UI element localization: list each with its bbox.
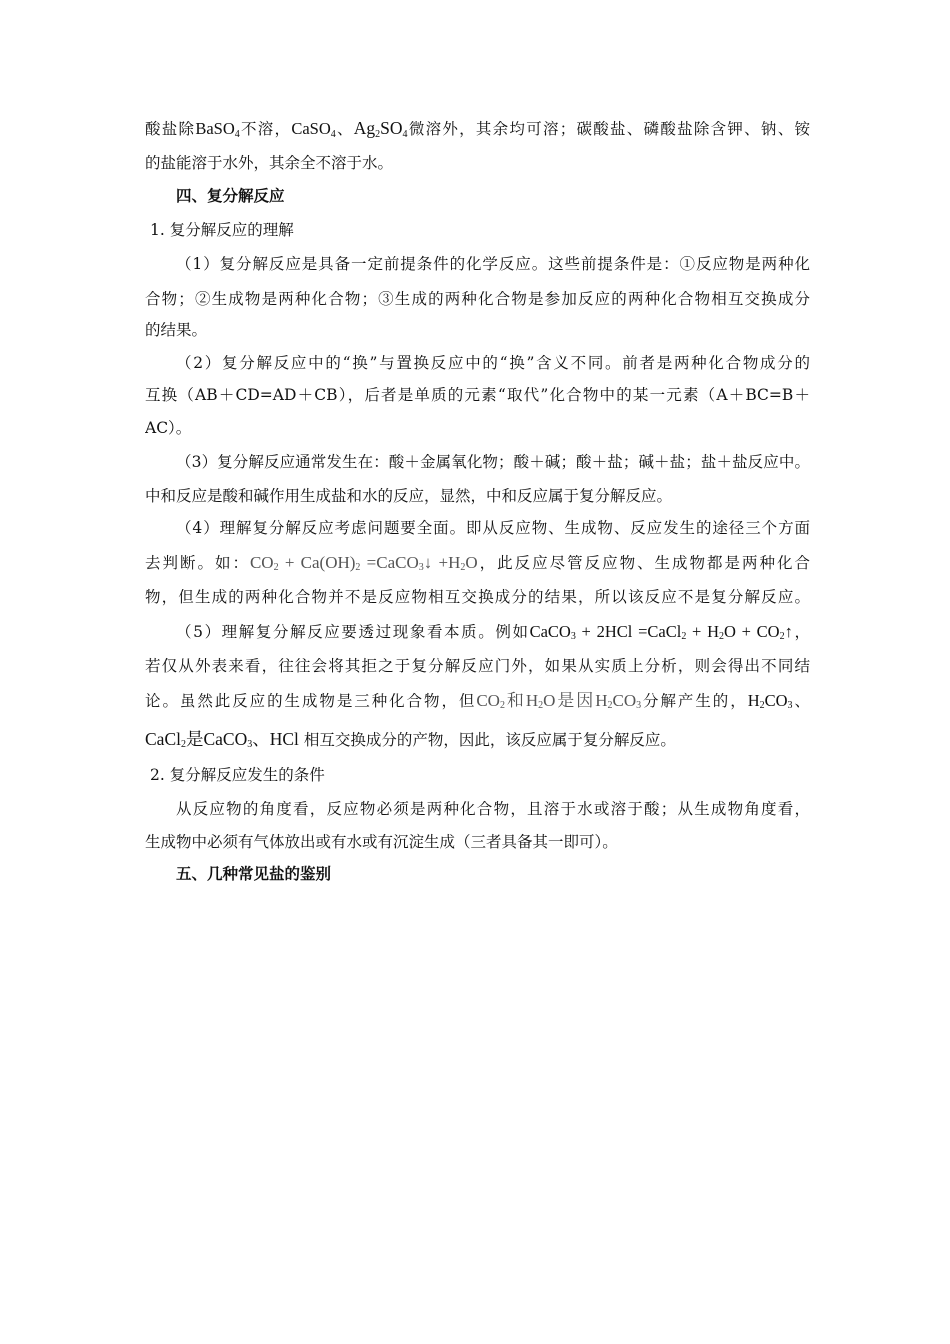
paragraph-line: AC）。 [145,419,192,437]
paragraph-line: 中和反应是酸和碱作用生成盐和水的反应，显然，中和反应属于复分解反应。 [145,487,673,505]
paragraph-line: （4）理解复分解反应考虑问题要全面。即从反应物、生成物、反应发生的途径三个方面 [176,519,810,537]
paragraph-line: 从反应物的角度看，反应物必须是两种化合物，且溶于水或溶于酸；从生成物角度看， [176,800,810,818]
paragraph-line: 合物；②生成物是两种化合物；③生成的两种化合物是参加反应的两种化合物相互交换成分 [145,290,810,308]
paragraph-line: CaCl2是CaCO3、HCl 相互交换成分的产物，因此，该反应属于复分解反应。 [145,729,676,750]
paragraph-line: 论。虽然此反应的生成物是三种化合物，但CO2和H2O是因H2CO3分解产生的，H2CO3、 [145,691,810,711]
paragraph-line: 物，但生成的两种化合物并不是反应物相互交换成分的结果，所以该反应不是复分解反应。 [145,588,810,606]
paragraph-line: （3）复分解反应通常发生在：酸＋金属氧化物；酸＋碱；酸＋盐；碱＋盐；盐＋盐反应中。 [176,453,810,471]
paragraph-line: （2）复分解反应中的“换”与置换反应中的“换”含义不同。前者是两种化合物成分的 [176,354,810,372]
paragraph-line: 去判断。如：CO2 + Ca(OH)2 =CaCO3↓ +H2O，此反应尽管反应物、生成物都是两种化合 [145,553,810,573]
subsection-heading: 2. 复分解反应发生的条件 [150,766,325,784]
subsection-heading: 1. 复分解反应的理解 [150,221,294,239]
paragraph-line: 互换（AB＋CD=AD＋CB），后者是单质的元素“取代”化合物中的某一元素（A＋BC=B＋ [145,386,810,404]
paragraph-line: 生成物中必须有气体放出或有水或有沉淀生成（三者具备其一即可）。 [145,833,618,851]
paragraph-line: 的盐能溶于水外，其余全不溶于水。 [145,154,394,172]
paragraph-line: 的结果。 [145,321,208,339]
paragraph-line: 酸盐除BaSO$_4$不溶，CaSO$_4$、$Ag_2SO_4$微溶外，其余均可溶；碳酸盐、磷酸盐除含钾、钠、铵 [145,118,810,140]
section-heading: 四、复分解反应 [176,186,285,205]
chemical-equation: CO2 + Ca(OH)2 =CaCO3↓ +H2O [249,553,478,573]
section-heading: 五、几种常见盐的鉴别 [176,864,332,883]
paragraph-line: 若仅从外表来看，往往会将其拒之于复分解反应门外，如果从实质上分析，则会得出不同结 [145,657,810,675]
paragraph-line: （5）理解复分解反应要透过现象看本质。例如CaCO3 + 2HCl =CaCl2 + H2O + CO2↑， [176,622,810,642]
paragraph-line: （1）复分解反应是具备一定前提条件的化学反应。这些前提条件是：①反应物是两种化 [176,255,810,273]
chemical-equation: CaCO3 + 2HCl =CaCl2 + H2O + CO2↑ [529,622,793,642]
